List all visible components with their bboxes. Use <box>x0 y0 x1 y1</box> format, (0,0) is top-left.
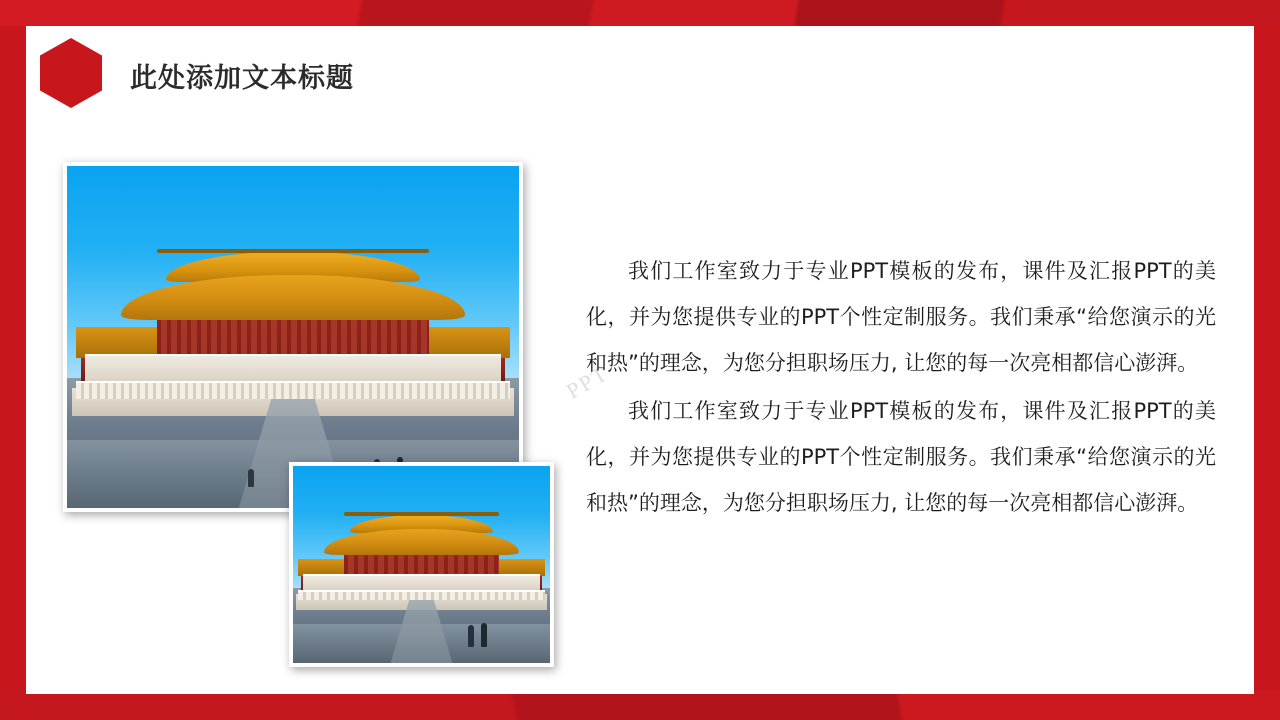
slide-header <box>26 26 1254 112</box>
body-paragraph: 我们工作室致力于专业PPT模板的发布，课件及汇报PPT的美化，并为您提供专业的PPT个性定制服务。我们秉承“给您演示的光和热”的理念，为您分担职场压力, 让您的每一次亮相都信心澎湃。 <box>586 399 1216 515</box>
right-wing-roof <box>420 327 510 358</box>
visitor-figure <box>468 625 474 647</box>
roof-ridge <box>344 512 498 516</box>
watermark-text: PPT <box>562 360 613 404</box>
marble-balustrade <box>298 590 545 600</box>
photo-scene-large <box>67 166 519 508</box>
left-wing-roof <box>76 327 166 358</box>
visitor-figure <box>481 623 487 647</box>
photo-scene-small <box>293 466 550 663</box>
forbidden-city-small-image[interactable] <box>289 462 554 667</box>
slide-content-area <box>26 26 1254 694</box>
marble-balustrade <box>76 381 510 398</box>
body-paragraph: 我们工作室致力于专业PPT模板的发布，课件及汇报PPT的美化，并为您提供专业的PPT个性定制服务。我们秉承“给您演示的光和热”的理念，为您分担职场压力, 让您的每一次亮相都信心澎湃。 <box>586 259 1216 375</box>
hexagon-icon <box>40 38 102 108</box>
bottom-band <box>0 690 1280 720</box>
top-band-stripes <box>0 0 1280 26</box>
visitor-figure <box>248 469 254 487</box>
hall-pillars <box>344 555 498 575</box>
roof-ridge <box>157 249 428 253</box>
forbidden-city-large-image[interactable] <box>63 162 523 512</box>
page-title: 此处添加文本标题 <box>130 63 354 94</box>
hall-pillars <box>157 320 428 354</box>
body-text-block <box>586 248 1216 526</box>
